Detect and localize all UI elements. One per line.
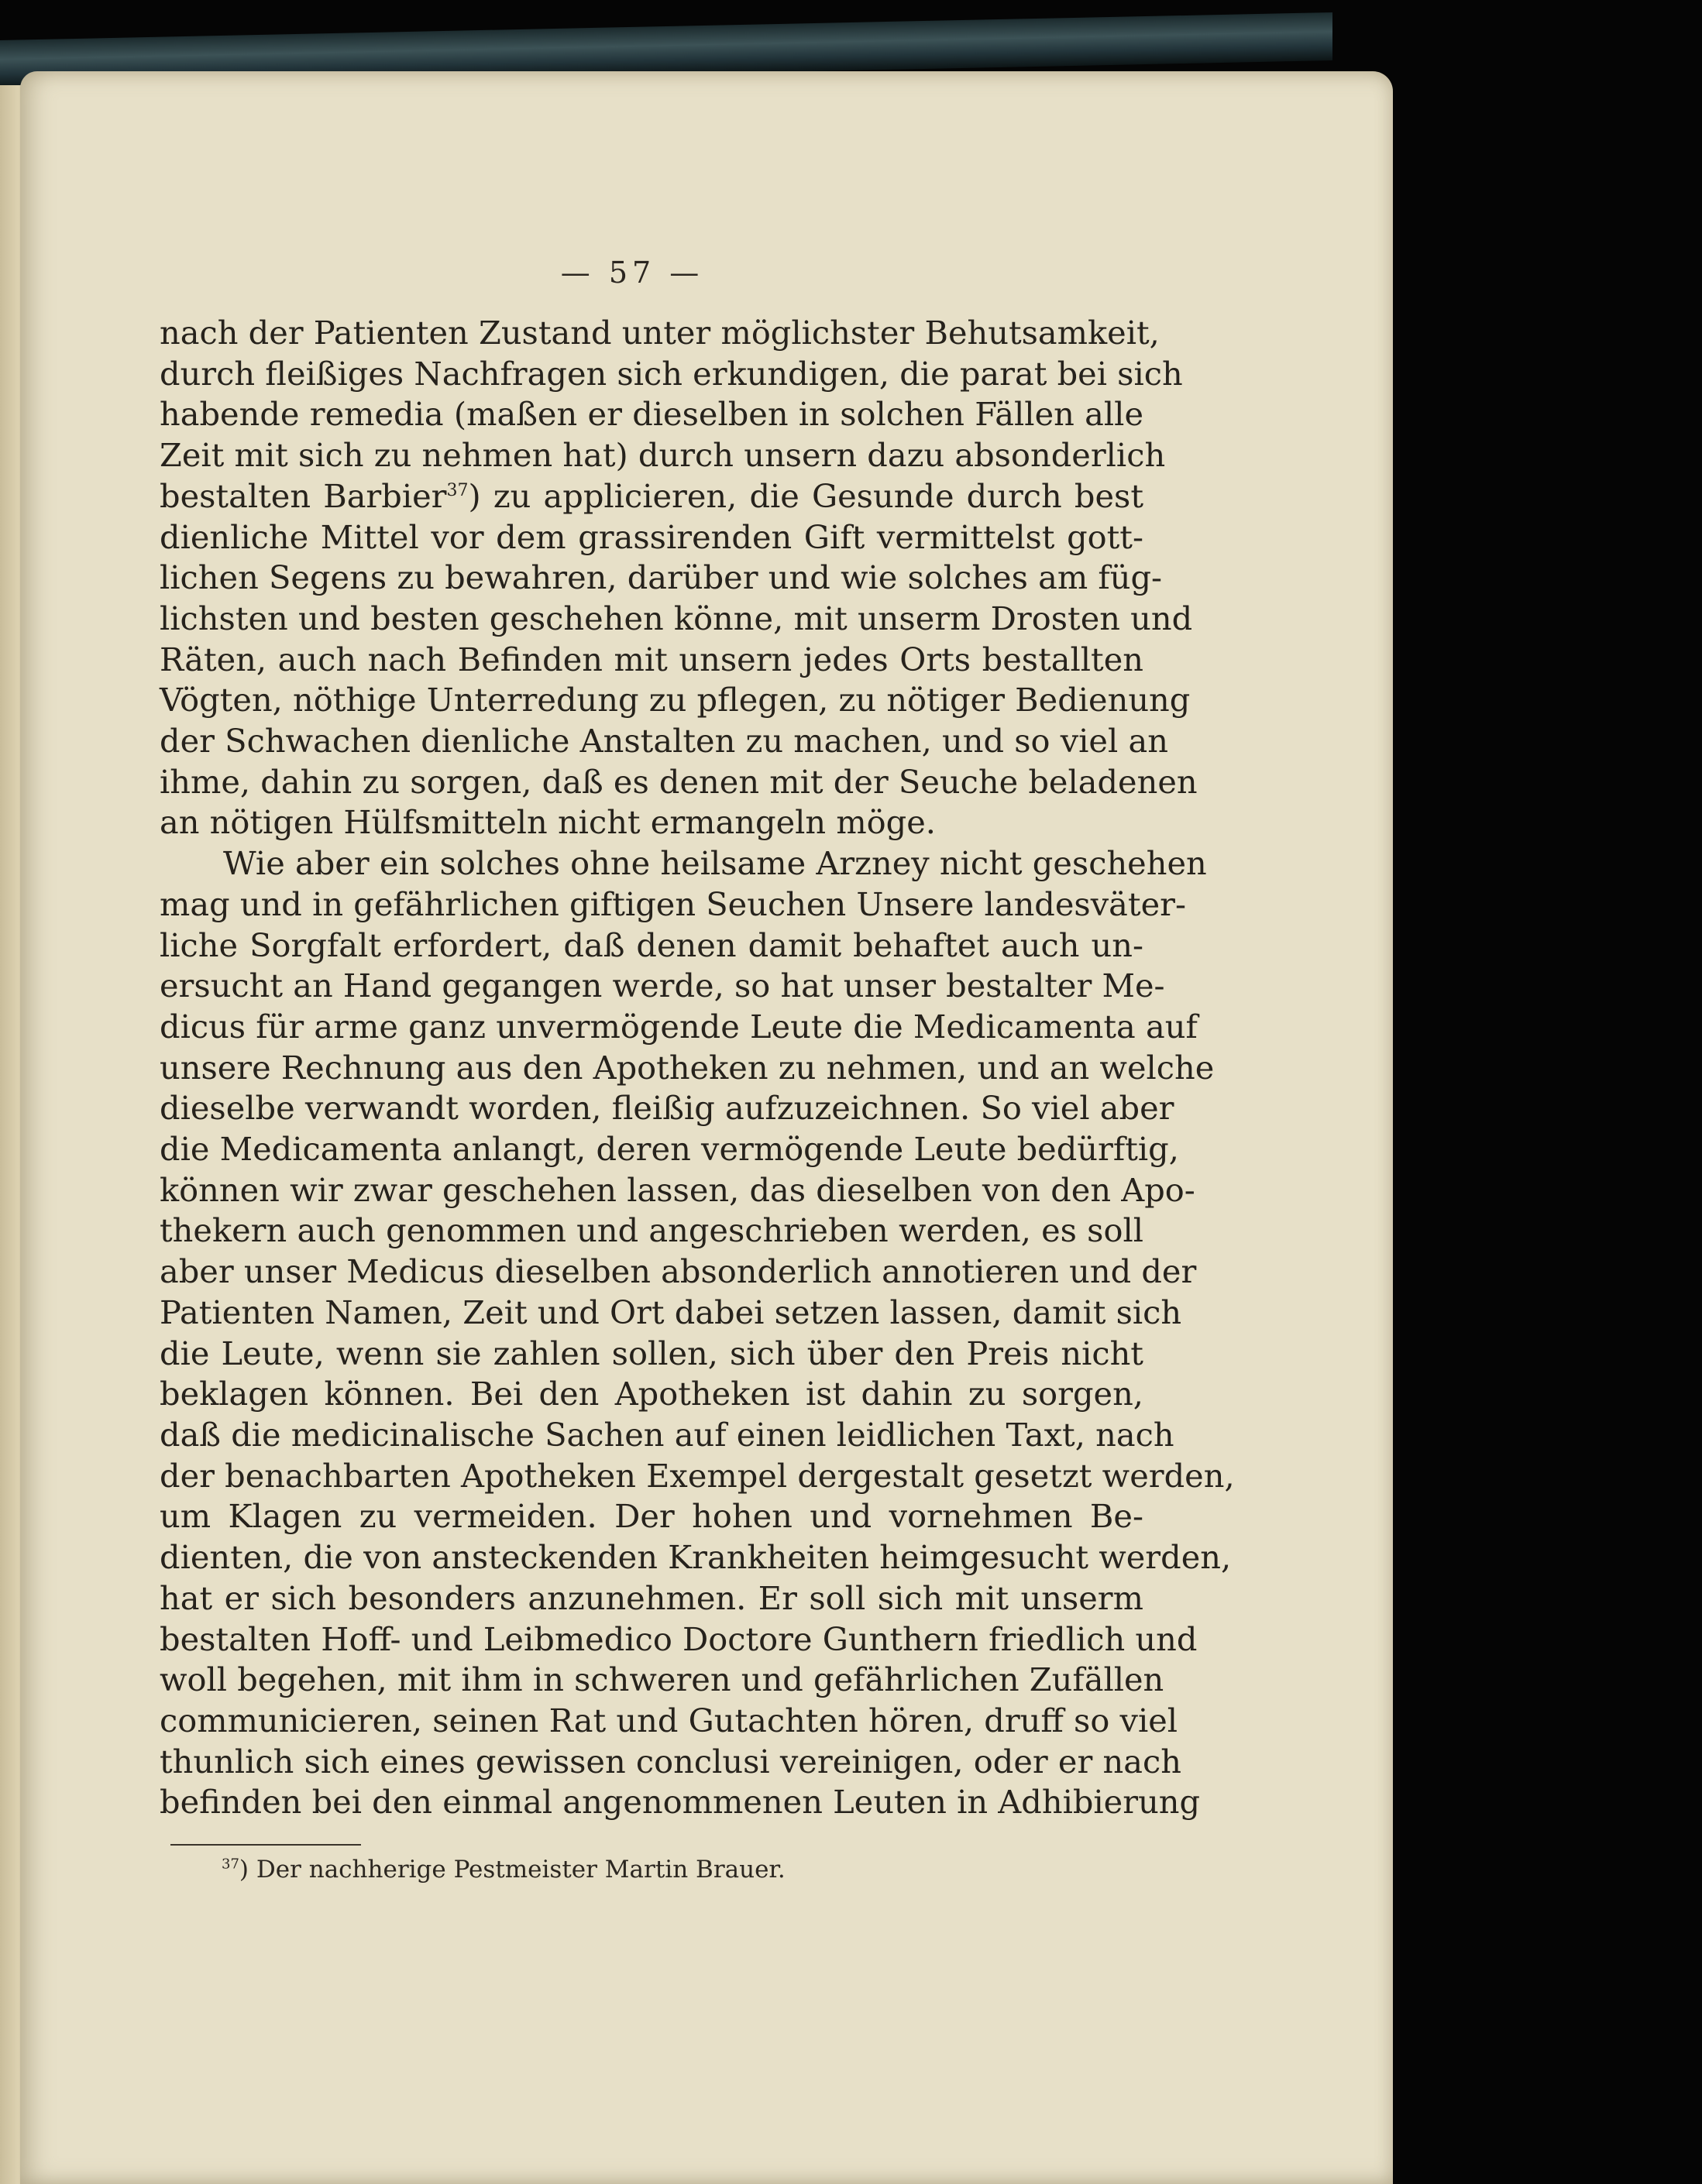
text-line: thunlich sich eines gewissen conclusi vereinigen, oder er nach	[160, 1742, 1181, 1781]
footnote-reference: 37	[446, 480, 469, 500]
text-line-with-footnote-ref	[160, 476, 1143, 517]
text-line: daß die medicinalische Sachen auf einen leidlichen Taxt, nach	[160, 1415, 1174, 1454]
text-line: die Medicamenta anlangt, deren vermögende Leute bedürftig,	[160, 1130, 1179, 1169]
text-line: die Leute, wenn sie zahlen sollen, sich über den Preis nicht	[160, 1334, 1143, 1372]
text-line: aber unser Medicus dieselben absonderlich annotieren und der	[160, 1252, 1197, 1291]
footnote-divider	[170, 1844, 361, 1846]
text-line: bestalten Hoff- und Leibmedico Doctore Gunthern friedlich und	[160, 1619, 1198, 1658]
text-line: können wir zwar geschehen lassen, das dieselben von den Apo-	[160, 1170, 1195, 1209]
text-line: thekern auch genommen und angeschrieben werden, es soll	[160, 1211, 1143, 1250]
page-number: — 57 —	[560, 256, 704, 290]
text-line: ersucht an Hand gegangen werde, so hat unser bestalter Me-	[160, 967, 1165, 1005]
text-segment: ) zu applicieren, die Gesunde durch best	[468, 476, 1143, 515]
text-line: Patienten Namen, Zeit und Ort dabei setzen lassen, damit sich	[160, 1293, 1182, 1331]
text-line: dieselbe verwandt worden, fleißig aufzuzeichnen. So viel aber	[160, 1089, 1174, 1128]
footnote	[222, 1856, 786, 1884]
text-line: liche Sorgfalt erfordert, daß denen damit behaftet auch un-	[160, 925, 1143, 964]
footnote-number: 37	[222, 1856, 239, 1873]
text-line: unsere Rechnung aus den Apotheken zu nehmen, und an welche	[160, 1048, 1215, 1087]
text-line: nach der Patienten Zustand unter möglichster Behutsamkeit,	[160, 314, 1160, 352]
text-line: beklagen können. Bei den Apotheken ist dahin zu sorgen,	[160, 1375, 1143, 1413]
text-line: habende remedia (maßen er dieselben in solchen Fällen alle	[160, 395, 1143, 434]
text-line: hat er sich besonders anzunehmen. Er soll sich mit unserm	[160, 1578, 1143, 1617]
text-line: befinden bei den einmal angenommenen Leuten in Adhibierung	[160, 1783, 1201, 1822]
text-line: Wie aber ein solches ohne heilsame Arzney nicht geschehen	[223, 844, 1207, 883]
text-line: lichen Segens zu bewahren, darüber und wie solches am füg-	[160, 558, 1163, 597]
text-line: dicus für arme ganz unvermögende Leute die Medicamenta auf	[160, 1007, 1198, 1046]
text-line: dienliche Mittel vor dem grassirenden Gift vermittelst gott-	[160, 517, 1143, 556]
text-line: an nötigen Hülfsmitteln nicht ermangeln möge.	[160, 803, 936, 842]
text-line: der Schwachen dienliche Anstalten zu machen, und so viel an	[160, 722, 1168, 761]
text-line: dienten, die von ansteckenden Krankheiten heimgesucht werden,	[160, 1538, 1232, 1577]
footnote-text: ) Der nachherige Pestmeister Martin Brauer.	[239, 1856, 786, 1884]
text-line: Vögten, nöthige Unterredung zu pflegen, zu nötiger Bedienung	[160, 681, 1191, 719]
book-page	[20, 71, 1393, 2184]
text-line: communicieren, seinen Rat und Gutachten hören, druff so viel	[160, 1701, 1178, 1739]
text-segment: bestalten Barbier	[160, 476, 447, 515]
text-line: Räten, auch nach Befinden mit unsern jedes Orts bestallten	[160, 640, 1143, 678]
text-line: ihme, dahin zu sorgen, daß es denen mit der Seuche beladenen	[160, 762, 1198, 801]
text-line: um Klagen zu vermeiden. Der hohen und vornehmen Be-	[160, 1497, 1143, 1536]
text-line: mag und in gefährlichen giftigen Seuchen Unsere landesväter-	[160, 884, 1187, 923]
text-line: der benachbarten Apotheken Exempel dergestalt gesetzt werden,	[160, 1456, 1235, 1495]
text-line: woll begehen, mit ihm in schweren und gefährlichen Zufällen	[160, 1660, 1164, 1699]
text-line: durch fleißiges Nachfragen sich erkundigen, die parat bei sich	[160, 354, 1183, 393]
text-line: Zeit mit sich zu nehmen hat) durch unsern dazu absonderlich	[160, 436, 1166, 475]
body-text	[160, 313, 1235, 1823]
text-line: lichsten und besten geschehen könne, mit unserm Drosten und	[160, 599, 1193, 637]
